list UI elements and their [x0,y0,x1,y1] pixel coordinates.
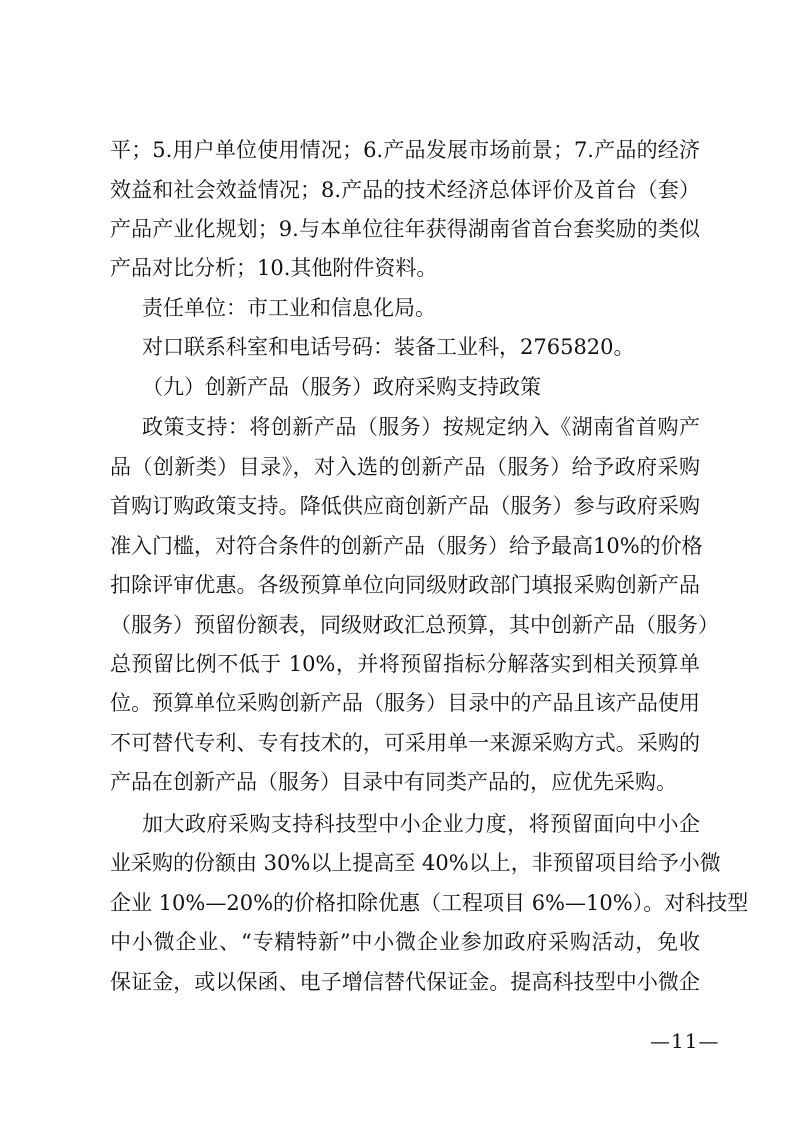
text-line: 加大政府采购支持科技型中小企业力度，将预留面向中小企 [142,812,700,836]
text-line: 总预留比例不低于 10%，并将预留指标分解落实到相关预算单 [110,652,700,676]
text-line: 扣除评审优惠。各级预算单位向同级财政部门填报采购创新产品 [110,573,700,597]
text-line: （服务）预留份额表，同级财政汇总预算，其中创新产品（服务） [110,613,719,637]
text-line: 不可替代专利、专有技术的，可采用单一来源采购方式。采购的 [110,731,700,755]
text-line: 品（创新类）目录》，对入选的创新产品（服务）给予政府采购 [110,455,700,479]
section-heading: （九）创新产品（服务）政府采购支持政策 [142,375,541,399]
text-line: 企业 10%—20%的价格扣除优惠（工程项目 6%—10%）。对科技型 [110,891,749,915]
page-number: —11— [650,1029,720,1053]
text-line: 平；5.用户单位使用情况；6.产品发展市场前景；7.产品的经济 [110,138,700,162]
text-line: 准入门槛，对符合条件的创新产品（服务）给予最高10%的价格 [110,534,703,558]
text-line: 政策支持：将创新产品（服务）按规定纳入《湖南省首购产 [142,415,700,439]
text-line: 位。预算单位采购创新产品（服务）目录中的产品且该产品使用 [110,691,700,715]
text-line: 效益和社会效益情况；8.产品的技术经济总体评价及首台（套） [110,178,700,202]
contact-info: 对口联系科室和电话号码：装备工业科，2765820。 [142,335,635,359]
text-line: 保证金，或以保函、电子增信替代保证金。提高科技型中小微企 [110,970,700,994]
text-line: 中小微企业、“专精特新”中小微企业参加政府采购活动，免收 [110,930,700,954]
responsible-unit: 责任单位：市工业和信息化局。 [142,296,436,320]
text-line: 产品对比分析；10.其他附件资料。 [110,256,438,280]
text-line: 产品产业化规划；9.与本单位往年获得湖南省首台套奖励的类似 [110,217,700,241]
text-line: 产品在创新产品（服务）目录中有同类产品的，应优先采购。 [110,770,677,794]
text-line: 业采购的份额由 30%以上提高至 40%以上，非预留项目给予小微 [110,851,721,875]
text-line: 首购订购政策支持。降低供应商创新产品（服务）参与政府采购 [110,494,700,518]
